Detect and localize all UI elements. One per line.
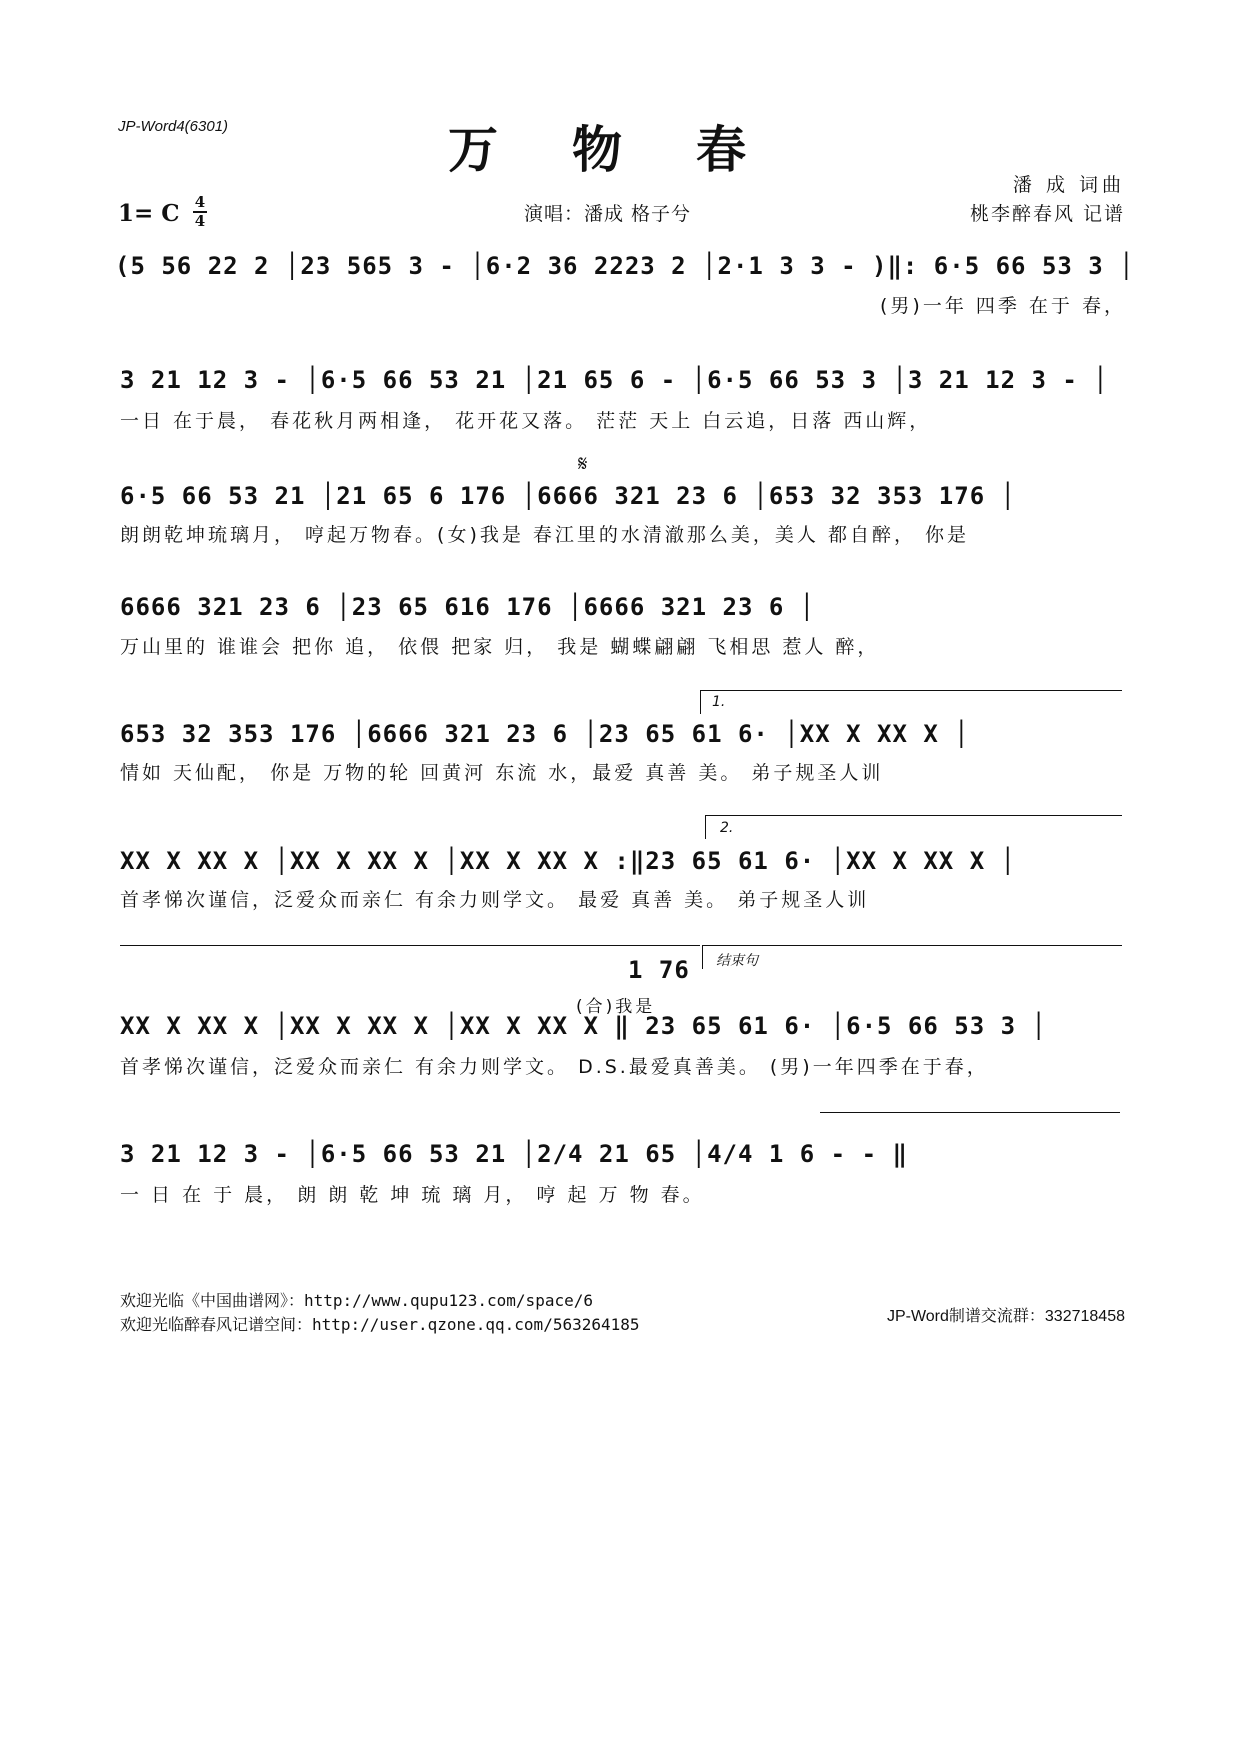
score-row-8-lyrics: 一 日 在 于 晨， 朗 朗 乾 坤 琉 璃 月， 哼 起 万 物 春。 [120, 1184, 705, 1206]
score-row-8-notes: 3 21 12 3 - │6·5 66 53 21 │2/4 21 65 │4/4 1 6 - - ‖ [120, 1140, 908, 1168]
final-tie-line [820, 1112, 1120, 1113]
score-row-7-notes: XX X XX X │XX X XX X │XX X XX X ‖ 23 65 61 6· │6·5 66 53 3 │ [120, 1012, 1047, 1040]
score-row-4-notes: 6666 321 23 6 │23 65 616 176 │6666 321 23 6 │ [120, 593, 816, 621]
song-title: 万物春 [448, 120, 820, 179]
footer-qq-group: JP-Word制谱交流群：332718458 [886, 1308, 1125, 1325]
transcriber: 桃李醉春风 记谱 [969, 203, 1125, 225]
score-row-5-notes: 653 32 353 176 │6666 321 23 6 │23 65 61 6· │XX X XX X │ [120, 720, 970, 748]
volta-2-bracket-edge [705, 815, 706, 839]
time-signature-top: 4 [194, 193, 206, 211]
score-row-6-lyrics: 首孝悌次谨信，泛爱众而亲仁 有余力则学文。 最爱 真善 美。 弟子规圣人训 [120, 889, 870, 911]
time-signature [193, 194, 207, 230]
time-signature-bottom: 4 [194, 212, 206, 230]
footer-link-qupu[interactable]: 欢迎光临《中国曲谱网》：http://www.qupu123.com/space/6 [120, 1291, 593, 1310]
singers: 演唱：潘成 格子兮 [524, 203, 692, 225]
repeat-bracket-line [120, 945, 700, 946]
score-row-1-notes: (5 56 22 2 │23 565 3 - │6·2 36 2223 2 │2·1 3 3 - )‖: 6·5 66 53 3 │ [115, 252, 1135, 280]
footer-link-qzone[interactable]: 欢迎光临醉春风记谱空间：http://user.qzone.qq.com/563264185 [120, 1315, 640, 1334]
score-row-5-lyrics: 情如 天仙配， 你是 万物的轮 回黄河 东流 水，最爱 真善 美。 弟子规圣人训 [120, 762, 884, 784]
score-row-1-lyrics: (男)一年 四季 在于 春， [880, 295, 1126, 317]
pickup-lyrics: (合)我是 [576, 997, 656, 1017]
score-row-6-notes: XX X XX X │XX X XX X │XX X XX X :‖23 65 61 6· │XX X XX X │ [120, 847, 1017, 875]
volta-1-bracket-edge [700, 690, 701, 714]
ending-bracket [702, 945, 1122, 946]
ending-label: 结束句 [716, 953, 758, 969]
volta-2-label: 2. [720, 820, 734, 836]
score-row-7-lyrics: 首孝悌次谨信，泛爱众而亲仁 有余力则学文。 D.S.最爱真善美。 (男)一年四季在于春， [120, 1056, 989, 1078]
score-row-3-lyrics: 朗朗乾坤琉璃月， 哼起万物春。(女)我是 春江里的水清澈那么美，美人 都自醉， 你是 [120, 524, 969, 546]
score-row-3-notes: 6·5 66 53 21 │21 65 6 176 │6666 321 23 6 │653 32 353 176 │ [120, 482, 1017, 510]
software-label: JP-Word4(6301) [118, 118, 229, 135]
volta-1-label: 1. [712, 694, 726, 710]
segno-sign: 𝄋 [578, 452, 588, 477]
ending-bracket-edge [702, 945, 703, 969]
volta-2-bracket [705, 815, 1122, 816]
volta-1-bracket [700, 690, 1122, 691]
score-row-2-lyrics: 一日 在于晨， 春花秋月两相逢， 花开花又落。 茫茫 天上 白云追，日落 西山辉， [120, 410, 932, 432]
lyricist-composer: 潘 成 词曲 [1012, 174, 1125, 196]
key-signature: 1= C [118, 200, 180, 227]
pickup-notes: 1 76 [628, 956, 690, 984]
score-row-4-lyrics: 万山里的 谁谁会 把你 追， 依偎 把家 归， 我是 蝴蝶翩翩 飞相思 惹人 醉， [120, 636, 880, 658]
score-row-2-notes: 3 21 12 3 - │6·5 66 53 21 │21 65 6 - │6·5 66 53 3 │3 21 12 3 - │ [120, 366, 1109, 394]
